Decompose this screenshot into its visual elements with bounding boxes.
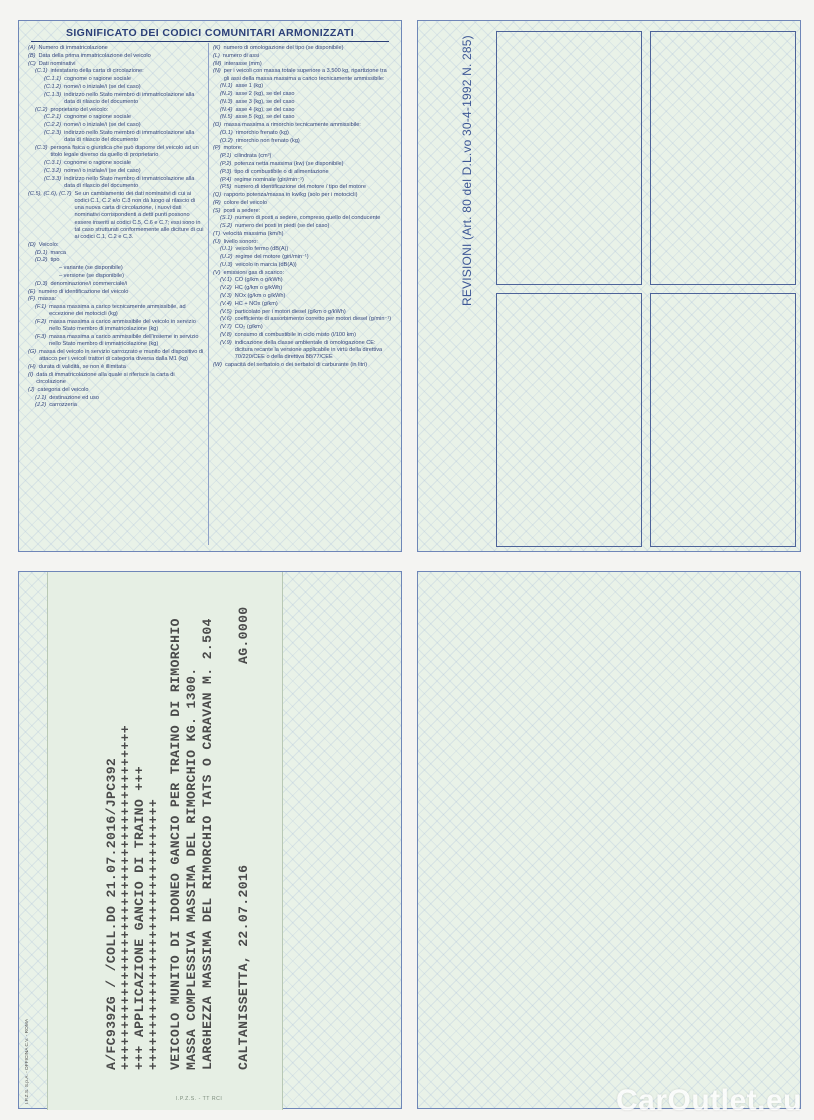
code-description: HC + NOx (g/km)	[234, 300, 278, 307]
code-description: numero di identificazione del veicolo	[38, 288, 129, 295]
code-entry	[213, 231, 393, 238]
code-entry	[28, 122, 204, 129]
code-label: (V.9)	[220, 339, 232, 346]
sticker-office-code: AG.0000	[236, 606, 251, 664]
code-label: (V.3)	[220, 293, 232, 299]
code-description: Veicolo:	[38, 241, 59, 248]
code-description: CO₂ (g/km)	[234, 324, 263, 331]
code-label: (L)	[213, 52, 220, 59]
code-label: (C.2.2)	[44, 122, 62, 129]
code-description: rimorchio frenato (kg)	[235, 129, 289, 136]
code-label: (V.1)	[220, 277, 232, 284]
code-entry	[213, 83, 393, 90]
code-entry	[213, 362, 393, 369]
revisions-title: REVISIONI (Art. 80 del D.L.vo 30-4-1992 N. 285)	[460, 35, 474, 306]
code-entry	[28, 257, 204, 264]
code-label: (P.4)	[220, 176, 232, 183]
code-label: (C.3.2)	[44, 167, 62, 174]
code-label: (Q)	[213, 192, 222, 199]
code-label: (U.1)	[220, 246, 233, 253]
code-description: nome/i o iniziale/i (se del caso)	[64, 167, 141, 174]
code-description: nome/i o iniziale/i (se del caso)	[64, 83, 141, 90]
code-description: particolato per i motori diesel (g/km o g/kWh)	[234, 308, 346, 315]
code-description: posti a sedere:	[223, 207, 261, 214]
code-label: (P.5)	[220, 184, 232, 191]
revisions-panel	[417, 20, 801, 552]
code-entry	[28, 304, 204, 319]
blank-panel	[417, 571, 801, 1109]
code-label: (A)	[28, 45, 36, 51]
code-description: numero di posti a sedere, compreso quello del conducente	[235, 215, 381, 222]
code-description: rapporto potenza/massa in kw/kg (solo per i motocicli)	[224, 192, 358, 199]
code-description: NOx (g/km o g/kWh)	[234, 293, 286, 299]
code-label: (C.2.3)	[44, 129, 62, 136]
code-label: (U)	[213, 238, 221, 245]
code-description: motore:	[223, 145, 243, 152]
sticker-date-line: CALTANISSETTA, 22.07.2016	[236, 864, 251, 1070]
code-description: Data della prima immatricolazione del veicolo	[38, 52, 151, 59]
code-label: (J.1)	[35, 394, 47, 401]
code-description: massa:	[38, 296, 57, 303]
code-label: (C.1)	[35, 68, 48, 75]
code-entry	[28, 61, 204, 68]
code-description: asse 4 (kg), se del caso	[235, 106, 295, 113]
code-description: velocità massima (km/h)	[223, 230, 284, 237]
code-description: cognome o ragione sociale	[64, 114, 131, 121]
code-label: (V.6)	[220, 316, 232, 323]
code-label: (G)	[28, 349, 37, 356]
code-description: numero di identificazione del motore / tipo del motore	[234, 184, 366, 191]
code-description: proprietario del veicolo:	[50, 106, 109, 113]
code-label: (V.8)	[220, 331, 232, 338]
code-label: (C.3)	[35, 144, 48, 151]
code-label: (V)	[213, 269, 221, 276]
code-description: carrozzeria	[49, 402, 77, 409]
code-entry	[213, 114, 393, 121]
code-description: Numero di immatricolazione	[38, 45, 108, 51]
code-label: (C.1.2)	[44, 83, 62, 90]
code-label: (C.2.1)	[44, 114, 62, 121]
code-entry	[213, 309, 393, 316]
code-description: durata di validità, se non è illimitata	[38, 364, 126, 371]
code-entry	[213, 153, 393, 160]
code-description: asse 2 (kg), se del caso	[235, 91, 295, 98]
code-description: rimorchio non frenato (kg)	[235, 137, 300, 144]
code-entry	[28, 334, 204, 349]
code-label: (B)	[28, 52, 36, 59]
sticker-line-3: +++ APPLICAZIONE GANCIO DI TRAINO +++	[132, 766, 147, 1070]
code-entry	[213, 246, 393, 253]
code-label: (U.3)	[220, 261, 233, 268]
code-entry	[28, 84, 204, 91]
code-label: (F.3)	[35, 334, 47, 341]
code-label: (D.3)	[35, 280, 48, 287]
code-label: (N.1)	[220, 83, 233, 90]
code-label: (K)	[213, 45, 221, 51]
code-entry	[28, 387, 204, 394]
code-description: intestatario della carta di circolazione:	[50, 68, 144, 75]
code-description: emissioni gas di scarico:	[223, 269, 285, 276]
code-label: (F.2)	[35, 319, 47, 326]
code-description: HC (g/km o g/kWh)	[234, 285, 283, 292]
code-label: (C.1.1)	[44, 76, 62, 83]
code-label: (P.3)	[220, 168, 232, 175]
code-description: massa massima a carico tecnicamente ammissibile, ad eccezione dei motocicli (kg)	[49, 304, 186, 318]
code-entry	[28, 319, 204, 334]
code-entry	[28, 296, 204, 303]
code-description: massa massima a rimorchio tecnicamente ammissibile:	[224, 122, 361, 129]
code-description: persona fisica o giuridica che può disporre del veicolo ad un titolo legale diverso da quello di proprietario	[50, 144, 199, 159]
code-label: (D)	[28, 241, 36, 248]
code-label: (S)	[213, 207, 221, 214]
code-entry	[213, 107, 393, 114]
code-entry	[213, 215, 393, 222]
code-entry	[213, 277, 393, 284]
code-description: indicazione della classe ambientale di omologazione CE: dicitura recante la versione applicabile in virtù della direttiva 70/220/CEE o della direttiva 88/77/CEE	[234, 339, 383, 361]
sticker-line-7: LARGHEZZA MASSIMA DEL RIMORCHIO TATS O CARAVAN M. 2.504	[200, 618, 215, 1070]
code-entry	[28, 265, 204, 272]
code-label: (D.1)	[35, 249, 48, 256]
code-label: (C.1.3)	[44, 91, 62, 98]
code-description: cognome o ragione sociale	[64, 159, 131, 166]
code-entry	[213, 145, 393, 152]
code-label: (C.2)	[35, 106, 48, 113]
code-entry	[28, 281, 204, 288]
code-description: categoria del veicolo	[37, 386, 89, 393]
code-description: indirizzo nello Stato membro di immatricolazione alla data di rilascio del documento	[64, 91, 195, 105]
sticker-line-5: VEICOLO MUNITO DI IDONEO GANCIO PER TRAINO DI RIMORCHIO	[168, 618, 183, 1070]
code-label: (O.1)	[220, 129, 233, 136]
code-entry	[28, 168, 204, 175]
code-entry	[28, 107, 204, 114]
sticker-line-6: MASSA COMPLESSIVA MASSIMA DEL RIMORCHIO KG. 1300.	[184, 667, 199, 1070]
codes-panel	[18, 20, 402, 552]
code-entry	[28, 191, 204, 242]
code-entry	[213, 293, 393, 300]
code-description: indirizzo nello Stato membro di immatricolazione alla data di rilascio del documento	[64, 129, 195, 144]
code-label: (C.3.3)	[44, 175, 62, 182]
code-entry	[28, 289, 204, 296]
code-description: denominazione/i commerciale/i	[50, 280, 128, 287]
code-description: tipo di combustibile o di alimentazione	[234, 168, 329, 175]
code-label: (N)	[213, 68, 221, 75]
code-entry	[213, 324, 393, 331]
code-label: (D.2)	[35, 257, 48, 264]
code-entry	[213, 161, 393, 168]
code-description: capacità del serbatoio o dei serbatoi di carburante (in litri)	[225, 361, 368, 368]
code-entry	[213, 184, 393, 191]
code-description: – versione (se disponibile)	[59, 272, 124, 279]
revision-box-3	[496, 293, 642, 547]
code-entry	[213, 61, 393, 68]
code-label: (V.5)	[220, 308, 232, 315]
code-description: marca	[50, 249, 66, 256]
code-description: indirizzo nello Stato membro di immatricolazione alla data di rilascio del documento	[64, 175, 195, 189]
code-label: (N.3)	[220, 98, 233, 105]
code-entry	[28, 92, 204, 107]
codes-left-column	[28, 45, 204, 545]
code-description: numero di assi	[222, 52, 260, 59]
code-entry	[28, 364, 204, 371]
code-description: Se un cambiamento dei dati nominativi di cui ai codici C.1, C.2 e/o C.3 non dà luogo al rilascio di una nuova carta di circolazione, i nuovi dati nominativi corrispondenti a detti punti possono essere inseriti ai codici C.5, C.6 e C.7; essi sono in tal caso strutturati conformemente alle diciture di cui ai codici C.1, C.2 e C.3.	[74, 190, 204, 241]
code-entry	[213, 192, 393, 199]
revision-box-4	[650, 293, 796, 547]
codes-right-column	[213, 45, 393, 545]
code-description: interasse (mm)	[224, 60, 262, 67]
code-label: (I)	[28, 371, 34, 378]
code-entry	[28, 68, 204, 75]
code-entry	[213, 262, 393, 269]
code-entry	[213, 200, 393, 207]
code-entry	[213, 138, 393, 145]
code-label: (S.2)	[220, 223, 233, 230]
code-label: (P)	[213, 145, 221, 152]
code-entry	[28, 402, 204, 409]
code-entry	[213, 130, 393, 137]
code-description: potenza netta massima (kw) (se disponibile)	[234, 160, 344, 167]
code-label: (H)	[28, 364, 36, 371]
code-description: massa massima a carico ammissibile del veicolo in servizio nello Stato membro di immatricolazione (kg)	[49, 319, 196, 333]
code-entry	[28, 76, 204, 83]
annotation-panel	[18, 571, 402, 1109]
code-entry	[213, 169, 393, 176]
code-entry	[213, 208, 393, 215]
code-description: numero dei posti in piedi (se del caso)	[235, 223, 330, 230]
code-description: data di immatricolazione alla quale si riferisce la carta di circolazione	[36, 371, 175, 386]
code-description: veicolo in marcia (dB(A))	[235, 261, 297, 268]
code-label: (V.4)	[220, 300, 232, 307]
annotation-sticker	[47, 572, 283, 1110]
code-label: (V.7)	[220, 324, 232, 331]
code-entry	[28, 273, 204, 280]
code-description: regime nominale (giri/min⁻¹)	[234, 176, 304, 183]
code-description: asse 1 (kg)	[235, 83, 264, 90]
code-description: colore del veicolo	[223, 199, 267, 206]
code-entry	[213, 285, 393, 292]
code-label: (W)	[213, 361, 223, 368]
code-entry	[28, 114, 204, 121]
code-label: (R)	[213, 199, 221, 206]
code-label: (O)	[213, 122, 222, 129]
code-description: CO (g/km o g/kWh)	[234, 277, 283, 284]
code-label: (N.4)	[220, 106, 233, 113]
code-description: massa massima a carico ammissibile dell'insieme in servizio nello Stato membro di immatricolazione (kg)	[49, 334, 199, 348]
sticker-line-1: A/FC939ZG / /COLL.DO 21.07.2016/JPC392	[104, 757, 119, 1070]
code-label: (M)	[213, 60, 222, 67]
code-entry	[28, 160, 204, 167]
code-description: Dati nominativi	[38, 60, 76, 67]
code-label: (P.2)	[220, 160, 232, 167]
code-entry	[213, 68, 393, 83]
code-label: (J)	[28, 386, 35, 393]
code-entry	[213, 332, 393, 339]
code-description: numero di omologazione del tipo (se disponibile)	[223, 45, 344, 51]
sticker-code: I.P.Z.S. - TT RCI	[176, 1096, 223, 1102]
code-description: destinazione ed uso	[49, 394, 99, 401]
code-label: (P.1)	[220, 153, 232, 160]
code-label: (F.1)	[35, 304, 47, 311]
code-label: (T)	[213, 230, 221, 237]
code-entry	[28, 349, 204, 364]
code-entry	[213, 270, 393, 277]
code-entry	[28, 250, 204, 257]
code-entry	[28, 372, 204, 387]
code-description: tipo	[50, 257, 60, 264]
codes-title: SIGNIFICATO DEI CODICI COMUNITARI ARMONIZZATI	[19, 27, 401, 39]
code-label: (F)	[28, 296, 36, 303]
code-label: (O.2)	[220, 137, 233, 144]
code-entry	[28, 145, 204, 160]
code-description: nome/i o iniziale/i (se del caso)	[64, 122, 141, 129]
sticker-line-4: +++++++++++++++++++++++++++++++++	[146, 798, 161, 1070]
watermark: CarOutlet.eu	[615, 1084, 802, 1117]
code-entry	[213, 91, 393, 98]
code-label: (E)	[28, 288, 36, 295]
code-label: (S.1)	[220, 215, 233, 222]
code-entry	[213, 122, 393, 129]
code-entry	[28, 53, 204, 60]
column-divider	[208, 43, 209, 545]
code-entry	[213, 45, 393, 52]
code-label: (N.5)	[220, 114, 233, 121]
code-entry	[28, 45, 204, 52]
code-entry	[213, 239, 393, 246]
code-description: cilindrata (cm³)	[234, 153, 272, 160]
code-entry	[213, 254, 393, 261]
code-label: (N.2)	[220, 91, 233, 98]
code-description: asse 3 (kg), se del caso	[235, 98, 295, 105]
code-entry	[28, 242, 204, 249]
code-entry	[213, 340, 393, 362]
code-description: coefficiente di assorbimento corretto per motori diesel (g/min⁻¹)	[234, 316, 392, 323]
code-description: livello sonoro:	[223, 238, 258, 245]
code-description: massa del veicolo in servizio carrozzato e munito del dispositivo di attacco per i veicoli trattori di categoria diversa dalla M1 (kg)	[39, 349, 204, 363]
code-description: per i veicoli con massa totale superiore a 3.500 kg, ripartizione tra gli assi della massa massima a carico tecnicamente ammissibile:	[223, 68, 387, 82]
code-label: (J.2)	[35, 402, 47, 409]
code-label: (C)	[28, 60, 36, 67]
code-description: asse 5 (kg), se del caso	[235, 114, 295, 121]
code-label: (C.3.1)	[44, 159, 62, 166]
code-description: veicolo fermo (dB(A))	[235, 246, 289, 253]
code-entry	[28, 395, 204, 402]
sticker-line-2: ++++++++++++++++++++++++++++++++++++++++++	[118, 725, 133, 1070]
code-entry	[213, 177, 393, 184]
code-label: (U.2)	[220, 254, 233, 261]
code-description: regime del motore (giri/min⁻¹)	[235, 254, 309, 261]
code-entry	[213, 53, 393, 60]
code-label: (V.2)	[220, 285, 232, 292]
code-description: – variante (se disponibile)	[59, 265, 123, 272]
revision-box-1	[496, 31, 642, 285]
revision-box-2	[650, 31, 796, 285]
code-entry	[213, 316, 393, 323]
printer-imprint: I.P.Z.S. S.p.A. - OFFICINA C.V. - ROMA	[25, 1018, 30, 1104]
code-entry	[213, 99, 393, 106]
code-entry	[28, 176, 204, 191]
code-label: (C.5), (C.6), (C.7)	[28, 190, 72, 197]
code-entry	[28, 130, 204, 145]
code-description: consumo di combustibile in ciclo misto (l/100 km)	[234, 331, 356, 338]
code-description: cognome o ragione sociale	[64, 76, 131, 83]
code-entry	[213, 301, 393, 308]
code-entry	[213, 223, 393, 230]
